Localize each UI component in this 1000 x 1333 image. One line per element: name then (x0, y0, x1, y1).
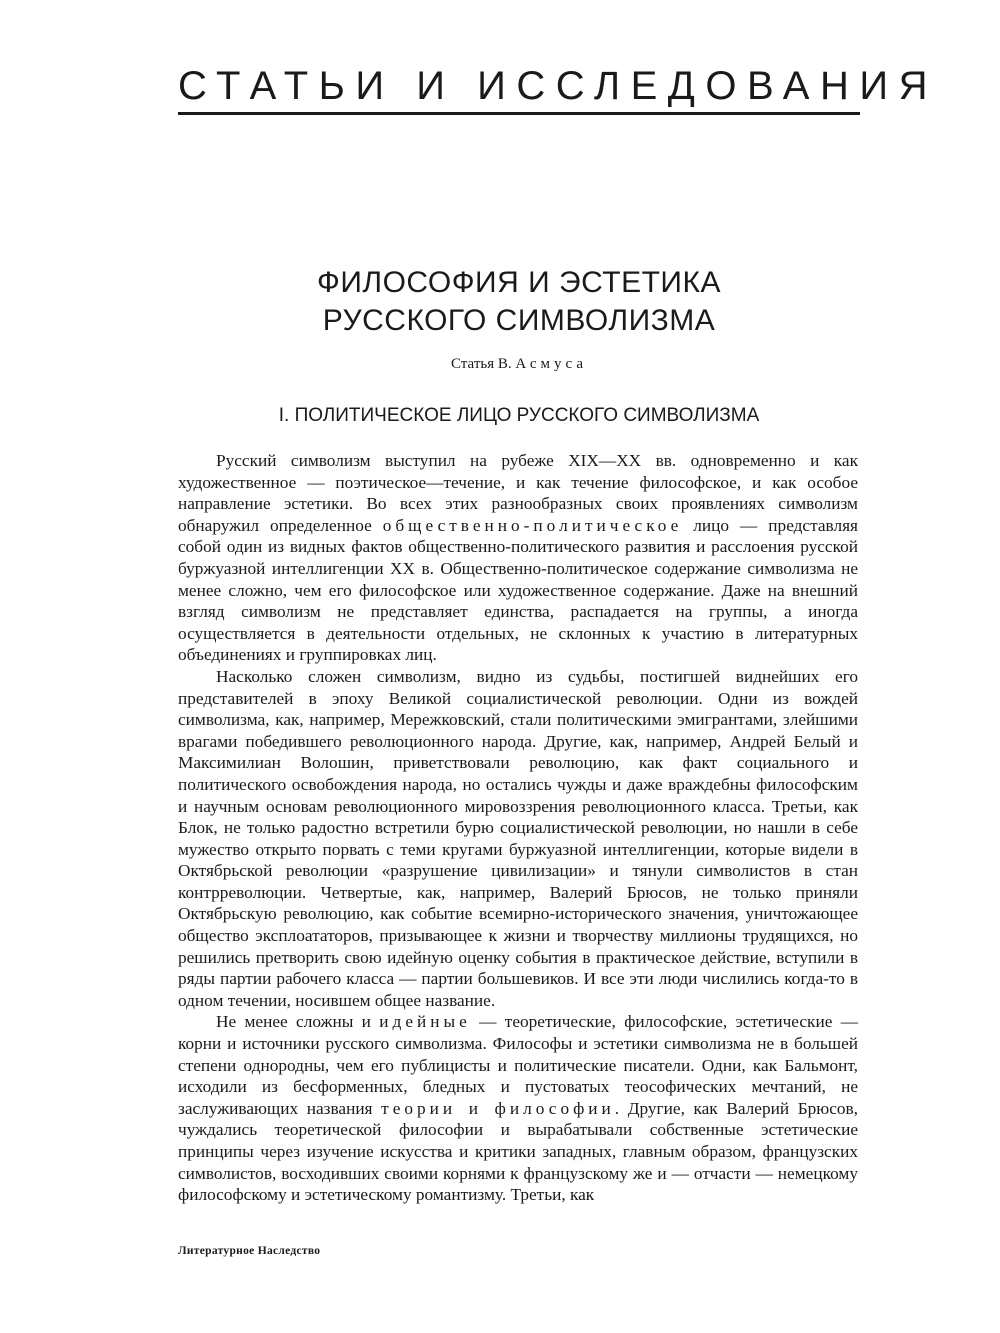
paragraph-3-emphasis-2: теории и философии (381, 1098, 615, 1118)
paragraph-3-emphasis-1: идейные (379, 1012, 471, 1032)
byline-prefix: Статья В. (451, 356, 512, 372)
paragraph-1-part-a: Русский символизм выступил на рубеже XIX—XX вв. одновременно и как художественное — поэтическое—течение, и как течение философское, и как особое направление эстетики. Во всех этих разнообразных своих проявлениях символизм обнаружил определенное (178, 451, 858, 535)
article-title (178, 264, 860, 340)
paragraph-1 (178, 450, 858, 666)
paragraph-2: Насколько сложен символизм, видно из судьбы, постигшей виднейших его представителей в эпоху Великой социалистической революции. Одни из вождей символизма, как, например, Мережковский, стали политическими эмигрантами, злейшими врагами победившего революционного народа. Другие, как, например, Андрей Белый и Максимилиан Волошин, приветствовали революцию, как факт социального и политического освобождения народа, но остались чужды и даже враждебны философским и научным основам революционного мировоззрения революционного класса. Третьи, как Блок, не только радостно встретили бурю социалистической революции, но нашли в себе мужество открыто порвать с теми кругами буржуазной интеллигенции, которые видели в Октябрьской революции «разрушение цивилизации» и тянули символистов в стан контрреволюции. Четвертые, как, например, Валерий Брюсов, не только приняли Октябрьскую революцию, как событие всемирно-исторического значения, уничтожающее общество эксплоататоров, призывающее к жизни и творчеству миллионы трудящихся, но решились претворить свою идейную оценку события в практическое действие, вступили в ряды партии рабочего класса — партии большевиков. И все эти люди числились когда-то в одном течении, носившем общее название. (178, 666, 858, 1010)
byline (178, 356, 860, 373)
footer-label: Литературное Наследство (178, 1245, 321, 1257)
paragraph-3-part-b: — теоретические, философские, эстетические — корни и источники русского символизма. Философы и эстетики символизма не в большей степени однородны, чем его публицисты и политические писатели. Одни, как Бальмонт, исходили из бесформенных, бледных и пустоватых теософических мечтаний, не заслуживающих названия (178, 1012, 859, 1118)
article-title-line-1: ФИЛОСОФИЯ И ЭСТЕТИКА (317, 266, 721, 299)
paragraph-1-emphasis: общественно-политическое (382, 515, 683, 535)
section-heading: I. ПОЛИТИЧЕСКОЕ ЛИЦО РУССКОГО СИМВОЛИЗМА (278, 405, 760, 426)
article-title-line-2: РУССКОГО СИМВОЛИЗМА (322, 304, 716, 337)
paragraph-3 (178, 1011, 858, 1205)
section-header: СТАТЬИ И ИССЛЕДОВАНИЯ (178, 64, 939, 108)
header-rule (178, 112, 860, 115)
paragraph-3-part-a: Не менее сложны и (216, 1012, 380, 1032)
article-body (178, 450, 858, 1206)
paragraph-1-part-b: лицо — представляя собой один из видных фактов общественно-политического развития и расслоения русской буржуазной интеллигенции XX в. Общественно-политическое содержание символизма не менее сложно, чем его философское или художественное содержание. Даже на внешний взгляд символизм не представляет единства, распадается на группы, а иногда осуществляется в деятельности отдельных, не склонных к участию в литературных объединениях и группировках лиц. (178, 515, 858, 665)
paragraph-3-part-c: . Другие, как Валерий Брюсов, чуждались теоретической философии и вырабатывали собственные эстетические принципы через изучение искусства и критики западных, главным образом, французских символистов, восходивших своими корнями к французскому же и — отчасти — немецкому философскому и эстетическому романтизму. Третьи, как (178, 1098, 858, 1205)
byline-author: Асмуса (515, 356, 587, 372)
